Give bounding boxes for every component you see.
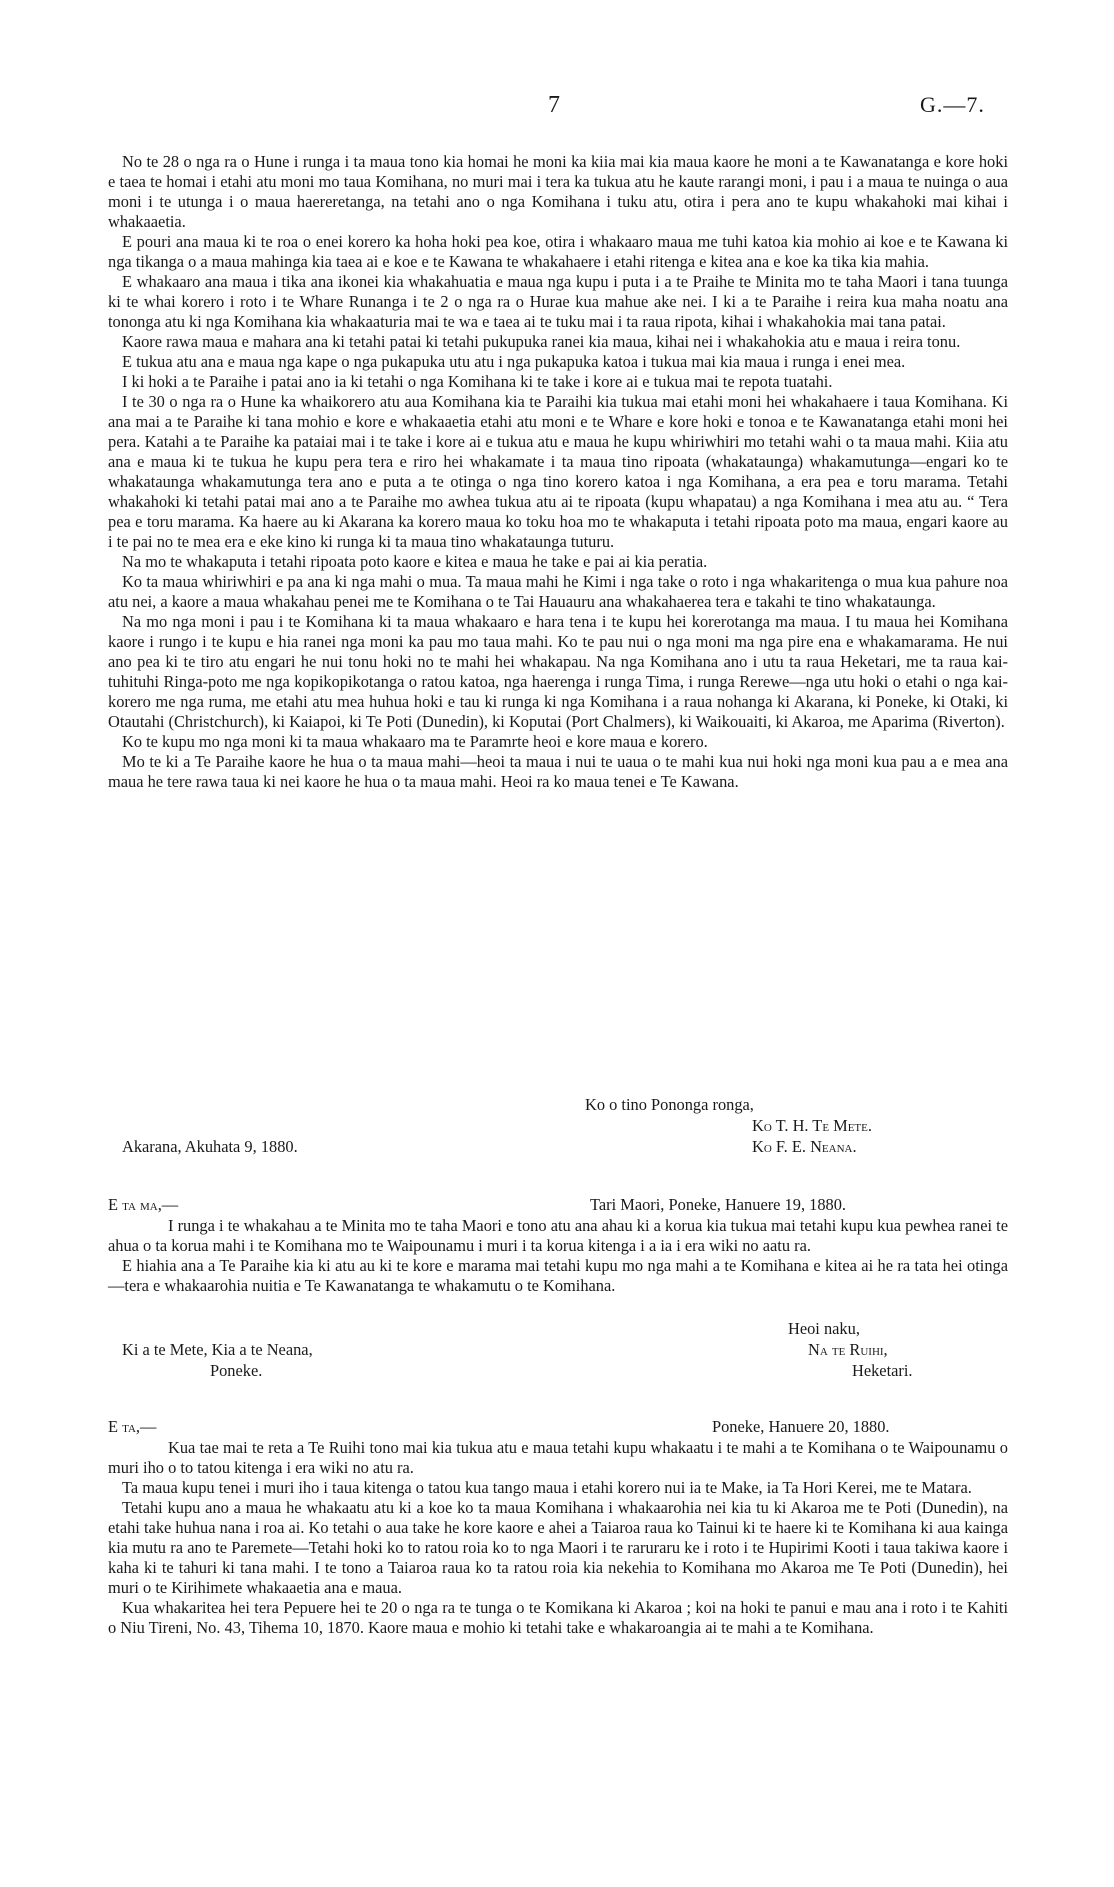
letter-body [108, 1216, 1008, 1296]
place-date: Akarana, Akuhata 9, 1880. [122, 1137, 298, 1156]
paragraph: E hiahia ana a Te Paraihe kia ki atu au ki te kore e marama mai tetahi kupu mo nga mahi a te Komihana e kitea ai he ra tata hei otinga—tera e whakaarohia nuitia e Te Kawanatanga te whakamutu o te Komihana. [108, 1256, 1008, 1295]
report-body [108, 152, 1008, 792]
paragraph: E pouri ana maua ki te roa o enei korero ka hoha hoki pea koe, otira i whakaaro maua me tuhi katoa kia mohio ai koe e te Kawana ki nga tikanga o a maua mahinga kia taea ai e koe e te Kawana te whakahaere i etahi ritenga e kitea ana e koe ka tika kia mahia. [108, 232, 1008, 271]
signer-name: Ko F. E. Neana. [752, 1137, 857, 1156]
letter-salutation: E ta,— [108, 1417, 157, 1436]
signer-name: Na te Ruihi, [808, 1340, 888, 1359]
paragraph: Kua whakaritea hei tera Pepuere hei te 20 o nga ra te tunga o te Komikana ki Akaroa ; koi na hoki te panui e mau ana i roto i te Kahiti o Niu Tireni, No. 43, Tihema 10, 1870. Kaore maua e mohio ki tetahi take e whakaroangia ai te mahi a te Komihana. [108, 1598, 1008, 1637]
addressee-place: Poneke. [210, 1361, 263, 1380]
paragraph: Tetahi kupu ano a maua he whakaatu atu ki a koe ko ta maua Komihana i whakaarohia nei kia tu ki Akaroa me te Poti (Dunedin), na etahi take huhua nana i roa ai. Ko tetahi o aua take he kore kaore e ahei a Taiaroa raua ko Tainui ki te haere ki te Komihana ki aua kainga kia mutu ra ano te Paremete—Tetahi hoki ko to ratou roia ko to nga Maori i te raruraru ke i roto i te Hupirimi Kooti i taua takiwa kaore i kaha ki te tahuri ki tana mahi. I te tono a Taiaroa raua ko ta ratou roia kia nekehia to Komihana mo Akaroa me Te Poti (Dunedin), hei muri o te Kirihimete whakaaetia ana e maua. [108, 1498, 1008, 1597]
paragraph: Kua tae mai te reta a Te Ruihi tono mai kia tukua atu e maua tetahi kupu whakaatu i te mahi a te Komihana o te Waipounamu o muri iho o to tatou kitenga i era wiki no atu ra. [108, 1438, 1008, 1477]
addressee: Ki a te Mete, Kia a te Neana, [122, 1340, 313, 1359]
paragraph: I runga i te whakahau a te Minita mo te taha Maori e tono atu ana ahau ki a korua kia tukua mai tetahi kupu kua pewhea ranei te ahua o ta korua mahi i te Komihana mo te Waipounamu i muri i ta korua kitenga i a ia i era wiki no aatu ra. [108, 1216, 1008, 1255]
paragraph: Ko te kupu mo nga moni ki ta maua whakaaro ma te Paramrte heoi e kore maua e korero. [122, 732, 708, 751]
closing-phrase: Heoi naku, [788, 1319, 860, 1338]
paragraph: E tukua atu ana e maua nga kape o nga pukapuka utu atu i nga pukapuka katoa i tukua mai kia maua i runga i enei mea. [122, 352, 906, 371]
paragraph: Mo te ki a Te Paraihe kaore he hua o ta maua mahi—heoi ta maua i nui te uaua o te mahi kua nui hoki nga moni kua pau a e mea ana maua he tere rawa taua ki nei kaore he hua o ta maua mahi. Heoi ra ko maua tenei e Te Kawana. [108, 752, 1008, 791]
paragraph: Na mo nga moni i pau i te Komihana ki ta maua whakaaro e hara tena i te kupu hei korerotanga ma maua. I tu maua hei Komihana kaore i rungo i te kupu e hia ranei nga moni ka pau mo taua mahi. Ko te pau nui o nga moni ma nga pire ena e whakamarama. He nui ano pea ki te tiro atu engari he nui tonu hoki no te mahi hei whakapau. Na nga Komihana ano i utu ta raua Heketari, me ta raua kai-tuhituhi Ringa-poto me nga kopikopikotanga o ratou katoa, nga haerenga i runga Tima, i runga Rerewe—nga utu hoki o etahi o nga kai-korero me nga ruma, me etahi atu mea huhua hoki e tau ki runga ki nga Komihana i a raua nohanga ki Akarana, ki Poneke, ki Otaki, ki Otautahi (Christchurch), ki Kaiapoi, ki Te Poti (Dunedin), ki Koputai (Port Chalmers), ki Waikouaiti, ki Akaroa, me Aparima (Riverton). [108, 612, 1008, 731]
paragraph: I te 30 o nga ra o Hune ka whaikorero atu aua Komihana kia te Paraihi kia tukua mai etahi moni hei whakahaere i taua Komihana. Ki ana mai a te Paraihe ki tana mohio e kore e whakaaetia etahi atu moni e te Whare e kore hoki e tonoa e te Kawanatanga etahi moni hei pera. Katahi a te Paraihe ka pataiai mai i te take i kore ai e tukua atu e maua he kupu whiriwhiri mo tetahi wahi o ta maua mahi. Kiia atu ana e maua ki te tukua he kupu pera tera e riro hei whakamate i ta maua tino ripoata (whakataunga) whakamutunga—engari ko te whakataunga whakamutunga tera ano e puta a te otinga o nga tino korero katoa i nga Komihana, a era pea e toru marama. Tetahi whakahoki ki tetahi patai mai ano a te Paraihe mo awhea tukua atu ai te ripoata (kupu whapatau) a nga Komihana i mea atu au. “ Tera pea e toru marama. Ka haere au ki Akarana ka korero maua ko toku hoa mo te whakaputa i tetahi ripoata poto ma maua, engari kaore au i te pai no te mea era e eke kino ki runga ki ta maua tino whakataunga tuturu. [108, 392, 1008, 551]
page-number: 7 [548, 92, 560, 118]
letter-salutation: E ta ma,— [108, 1195, 179, 1214]
paragraph: E whakaaro ana maua i tika ana ikonei kia whakahuatia e maua nga kupu i puta i a te Praihe te Minita mo te taha Maori i tana tuunga ki te whai korero i roto i te Whare Runanga i te 2 o nga ra o Hurae kua mahue ake nei. I ki a te Paraihe i reira kua maha noatu ana tononga atu ki nga Komihana kia whakaaturia mai te wa e taea ai te tuku mai i ta raua ripota, kihai i whakahokia mai tana patai. [108, 272, 1008, 331]
paragraph: Kaore rawa maua e mahara ana ki tetahi patai ki tetahi pukupuka ranei kia maua, kihai nei i whakahokia atu e maua i reira tonu. [122, 332, 961, 351]
letter-place-date: Tari Maori, Poneke, Hanuere 19, 1880. [590, 1195, 847, 1214]
signer-name: Ko T. H. Te Mete. [752, 1116, 872, 1135]
paragraph: Na mo te whakaputa i tetahi ripoata poto kaore e kitea e maua he take e pai ai kia peratia. [122, 552, 708, 571]
letter-place-date: Poneke, Hanuere 20, 1880. [712, 1417, 890, 1436]
letter-body [108, 1438, 1008, 1638]
paragraph: I ki hoki a te Paraihe i patai ano ia ki tetahi o nga Komihana ki te take i kore ai e tukua mai te repota tuatahi. [122, 372, 833, 391]
paragraph: No te 28 o nga ra o Hune i runga i ta maua tono kia homai he moni ka kiia mai kia maua kaore he moni a te Kawanatanga e kore hoki e taea te homai i etahi atu moni mo taua Komihana, no muri mai i tera ka tukua atu he kaute rarangi moni, i pau i a maua te nuinga o aua moni i te utunga i o maua haereretanga, na tetahi ano o nga Komihana i tuku atu, otira i pera ano te kupu whakahoki mai kihai i whakaaetia. [108, 152, 1008, 231]
paragraph: Ko ta maua whiriwhiri e pa ana ki nga mahi o mua. Ta maua mahi he Kimi i nga take o roto i nga whakaritenga o mua kua pahure noa atu nei, a kaore a maua whakahau penei me te Komihana o te Tai Hauauru ana whakahaerea tera e takahi te tino whakataunga. [108, 572, 1008, 611]
document-reference: G.—7. [920, 92, 985, 117]
closing-phrase: Ko o tino Pononga ronga, [585, 1095, 754, 1114]
signer-title: Heketari. [852, 1361, 913, 1380]
paragraph: Ta maua kupu tenei i muri iho i taua kitenga o tatou kua tango maua i etahi korero nui ia te Make, ia Ta Hori Kerei, me te Matara. [122, 1478, 972, 1497]
